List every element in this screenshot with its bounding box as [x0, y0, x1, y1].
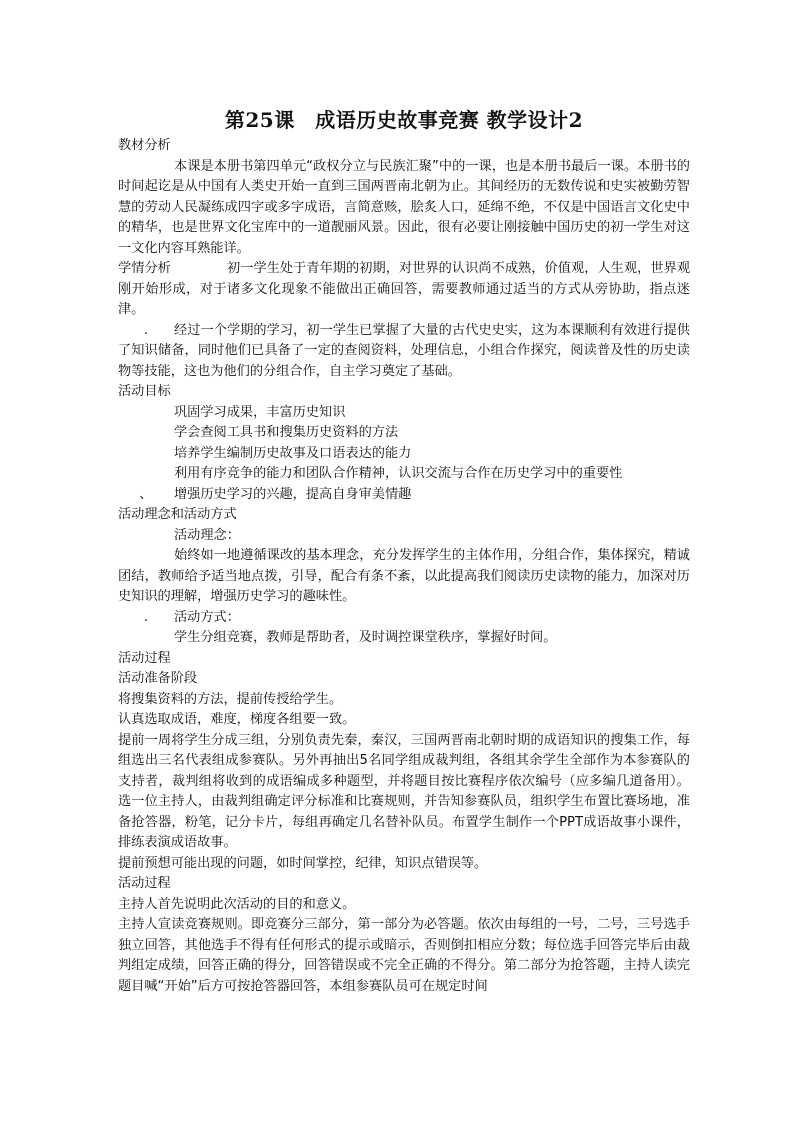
section-heading-idea: 活动理念和活动方式: [118, 507, 237, 522]
document-page: [118, 0, 690, 1123]
section-heading-process-2: 活动过程: [118, 876, 171, 891]
goal-item: 学会查阅工具书和搜集历史资料的方法: [174, 425, 399, 440]
section-heading-textbook: 教材分析: [118, 138, 171, 153]
bullet-dot: 、: [139, 486, 153, 502]
student-text-1: 初一学生处于青年期的初期，对世界的认识尚不成熟，价值观，人生观，世界观刚开始形成，对于诸多文化现象不能做出正确回答，需要教师通过适当的方式从旁协助，指点迷津。: [118, 261, 691, 317]
paragraph-student-1: [118, 259, 690, 321]
goal-item-last: [118, 485, 690, 506]
page-title: 第25课 成语历史故事竞赛 教学设计2: [224, 108, 584, 132]
paragraph-idea: 始终如一地遵循课改的基本理念，充分发挥学生的主体作用，分组合作，集体探究，精诚团结，教师给予适当地点拨，引导，配合有条不紊，以此提高我们阅读历史读物的能力，加深对历史知识的理解，增强历史学习的趣味性。: [118, 548, 690, 604]
section-heading-student: 学情分析: [118, 261, 171, 276]
paragraph-textbook: 本课是本册书第四单元“政权分立与民族汇聚”中的一课，也是本册书最后一课。本册书的时间起讫是从中国有人类史开始一直到三国两晋南北朝为止。其间经历的无数传说和史实被勤劳智慧的劳动人民凝练成四字或多字成语，言简意赅，脍炙人口，延绵不绝，不仅是中国语言文化史中的精华，也是世界文化宝库中的一道靓丽风景。因此，很有必要让刚接触中国历史的初一学生对这一文化内容耳熟能详。: [118, 158, 690, 256]
subheading-method: 活动方式：: [174, 609, 240, 625]
prep-line: 提前预想可能出现的问题，如时间掌控，纪律，知识点错误等。: [118, 855, 488, 871]
process-line: 主持人宣读竞赛规则。即竞赛分三部分，第一部分为必答题。依次由每组的一号，二号，三号选手独立回答，其他选手不得有任何形式的提示或暗示，否则倒扣相应分数；每位选手回答完毕后由裁判组定成绩，回答正确的得分，回答错误或不完全正确的不得分。第二部分为抢答题，主持人读完题目喊“开始”后方可按抢答器回答，本组参赛队员可在规定时间: [118, 917, 690, 994]
section-heading-goals: 活动目标: [118, 384, 171, 399]
goal-item: 培养学生编制历史故事及口语表达的能力: [174, 445, 412, 461]
paragraph-method: 学生分组竞赛，教师是帮助者，及时调控课堂秩序，掌握好时间。: [174, 630, 557, 645]
bullet-dot: .: [143, 322, 149, 338]
goal-item: 利用有序竞争的能力和团队合作精神，认识交流与合作在历史学习中的重要性: [174, 466, 623, 481]
process-line: 主持人首先说明此次活动的目的和意义。: [118, 896, 356, 912]
goal-item: 巩固学习成果，丰富历史知识: [174, 404, 346, 420]
goal-text: 增强历史学习的兴趣，提高自身审美情趣: [174, 486, 412, 502]
paragraph-student-2: [118, 321, 690, 383]
section-heading-prep: 活动准备阶段: [118, 671, 198, 686]
subheading-method-line: [118, 608, 690, 629]
subheading-idea: 活动理念：: [174, 527, 240, 543]
section-heading-process: 活动过程: [118, 650, 171, 666]
bullet-dot: .: [143, 609, 149, 625]
prep-line: 提前一周将学生分成三组，分别负责先秦，秦汉，三国两晋南北朝时期的成语知识的搜集工作，每组选出三名代表组成参赛队。另外再抽出5名同学组成裁判组，各组其余学生全部作为本参赛队的支持者，裁判组将收到的成语编成多种题型，并将题目按比赛程序依次编号（应多编几道备用）。选一位主持人，由裁判组确定评分标准和比赛规则，并告知参赛队员，组织学生布置比赛场地，准备抢答器，粉笔，记分卡片，每组再确定几名替补队员。布置学生制作一个PPT成语故事小课件，排练表演成语故事。: [118, 732, 690, 850]
prep-line: 将搜集资料的方法，提前传授给学生。: [118, 691, 343, 707]
student-text-2: 经过一个学期的学习，初一学生已掌握了大量的古代史史实，这为本课顺利有效进行提供了知识储备，同时他们已具备了一定的查阅资料，处理信息，小组合作探究，阅读普及性的历史读物等技能，这也为他们的分组合作，自主学习奠定了基础。: [118, 322, 690, 379]
prep-line: 认真选取成语，难度，梯度各组要一致。: [118, 712, 356, 727]
